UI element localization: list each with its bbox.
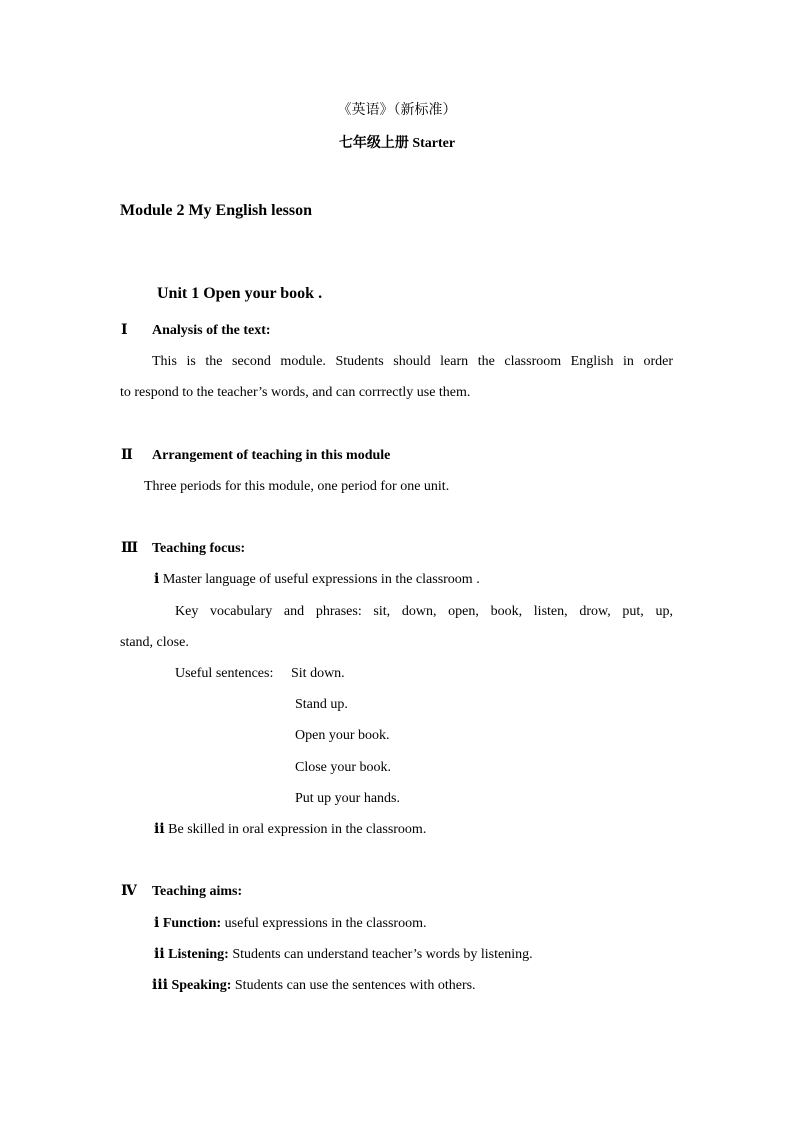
section-1-numeral: Ⅰ: [121, 323, 128, 338]
unit-title: Unit 1 Open your book .: [157, 285, 323, 302]
section-4-numeral: Ⅳ: [121, 884, 137, 899]
aim-item-3: [152, 977, 476, 995]
focus-item-1-text: Master language of useful expressions in the classroom .: [162, 572, 480, 587]
section-3-heading-text: Teaching focus:: [152, 541, 246, 556]
aim-item-2-text: Students can understand teacher’s words by listening.: [232, 947, 533, 962]
module-title: Module 2 My English lesson: [120, 202, 313, 219]
section-1-line-1: This is the second module. Students should learn the classroom English in order: [152, 354, 673, 369]
useful-sentence-2: Stand up.: [295, 697, 348, 712]
section-2-numeral: Ⅱ: [121, 448, 133, 463]
aim-item-3-text: Students can use the sentences with others.: [234, 978, 476, 993]
section-2-line-1: Three periods for this module, one period for one unit.: [144, 479, 450, 494]
useful-sentence-5: Put up your hands.: [295, 791, 400, 806]
section-4-heading-text: Teaching aims:: [152, 884, 243, 899]
useful-sentence-3: Open your book.: [295, 728, 390, 743]
aim-item-2-label: Listening:: [168, 947, 229, 962]
focus-vocab-line-1: Key vocabulary and phrases: sit, down, open, book, listen, drow, put, up,: [175, 604, 673, 619]
aim-item-1: [154, 915, 426, 933]
focus-item-2-text: Be skilled in oral expression in the classroom.: [168, 822, 427, 837]
aim-item-1-text: useful expressions in the classroom.: [224, 916, 427, 931]
aim-item-3-marker: ⅲ: [152, 978, 168, 993]
useful-sentence-4: Close your book.: [295, 760, 392, 775]
useful-sentences-label: Useful sentences:: [175, 666, 274, 681]
focus-item-1: [154, 571, 480, 589]
focus-item-1-marker: ⅰ: [154, 572, 160, 587]
focus-item-2: [154, 821, 426, 839]
doc-title: 《英语》（新标准）: [337, 103, 457, 118]
aim-item-2: [154, 946, 533, 964]
section-1-line-2: to respond to the teacher’s words, and can corrrectly use them.: [120, 385, 471, 400]
section-2-heading-text: Arrangement of teaching in this module: [152, 448, 391, 463]
section-3-heading: [121, 540, 245, 558]
useful-sentence-1: Sit down.: [291, 666, 345, 681]
aim-item-1-label: Function:: [162, 916, 222, 931]
focus-vocab-line-2: stand, close.: [120, 635, 189, 650]
section-1-heading: [121, 322, 271, 340]
section-3-numeral: Ⅲ: [121, 541, 139, 556]
aim-item-1-marker: ⅰ: [154, 916, 160, 931]
section-1-heading-text: Analysis of the text:: [152, 323, 271, 338]
aim-item-3-label: Speaking:: [171, 978, 232, 993]
aim-item-2-marker: ⅱ: [154, 947, 165, 962]
doc-subtitle: 七年级上册 Starter: [338, 136, 456, 151]
focus-item-2-marker: ⅱ: [154, 822, 165, 837]
section-4-heading: [121, 883, 242, 901]
section-2-heading: [121, 447, 390, 465]
